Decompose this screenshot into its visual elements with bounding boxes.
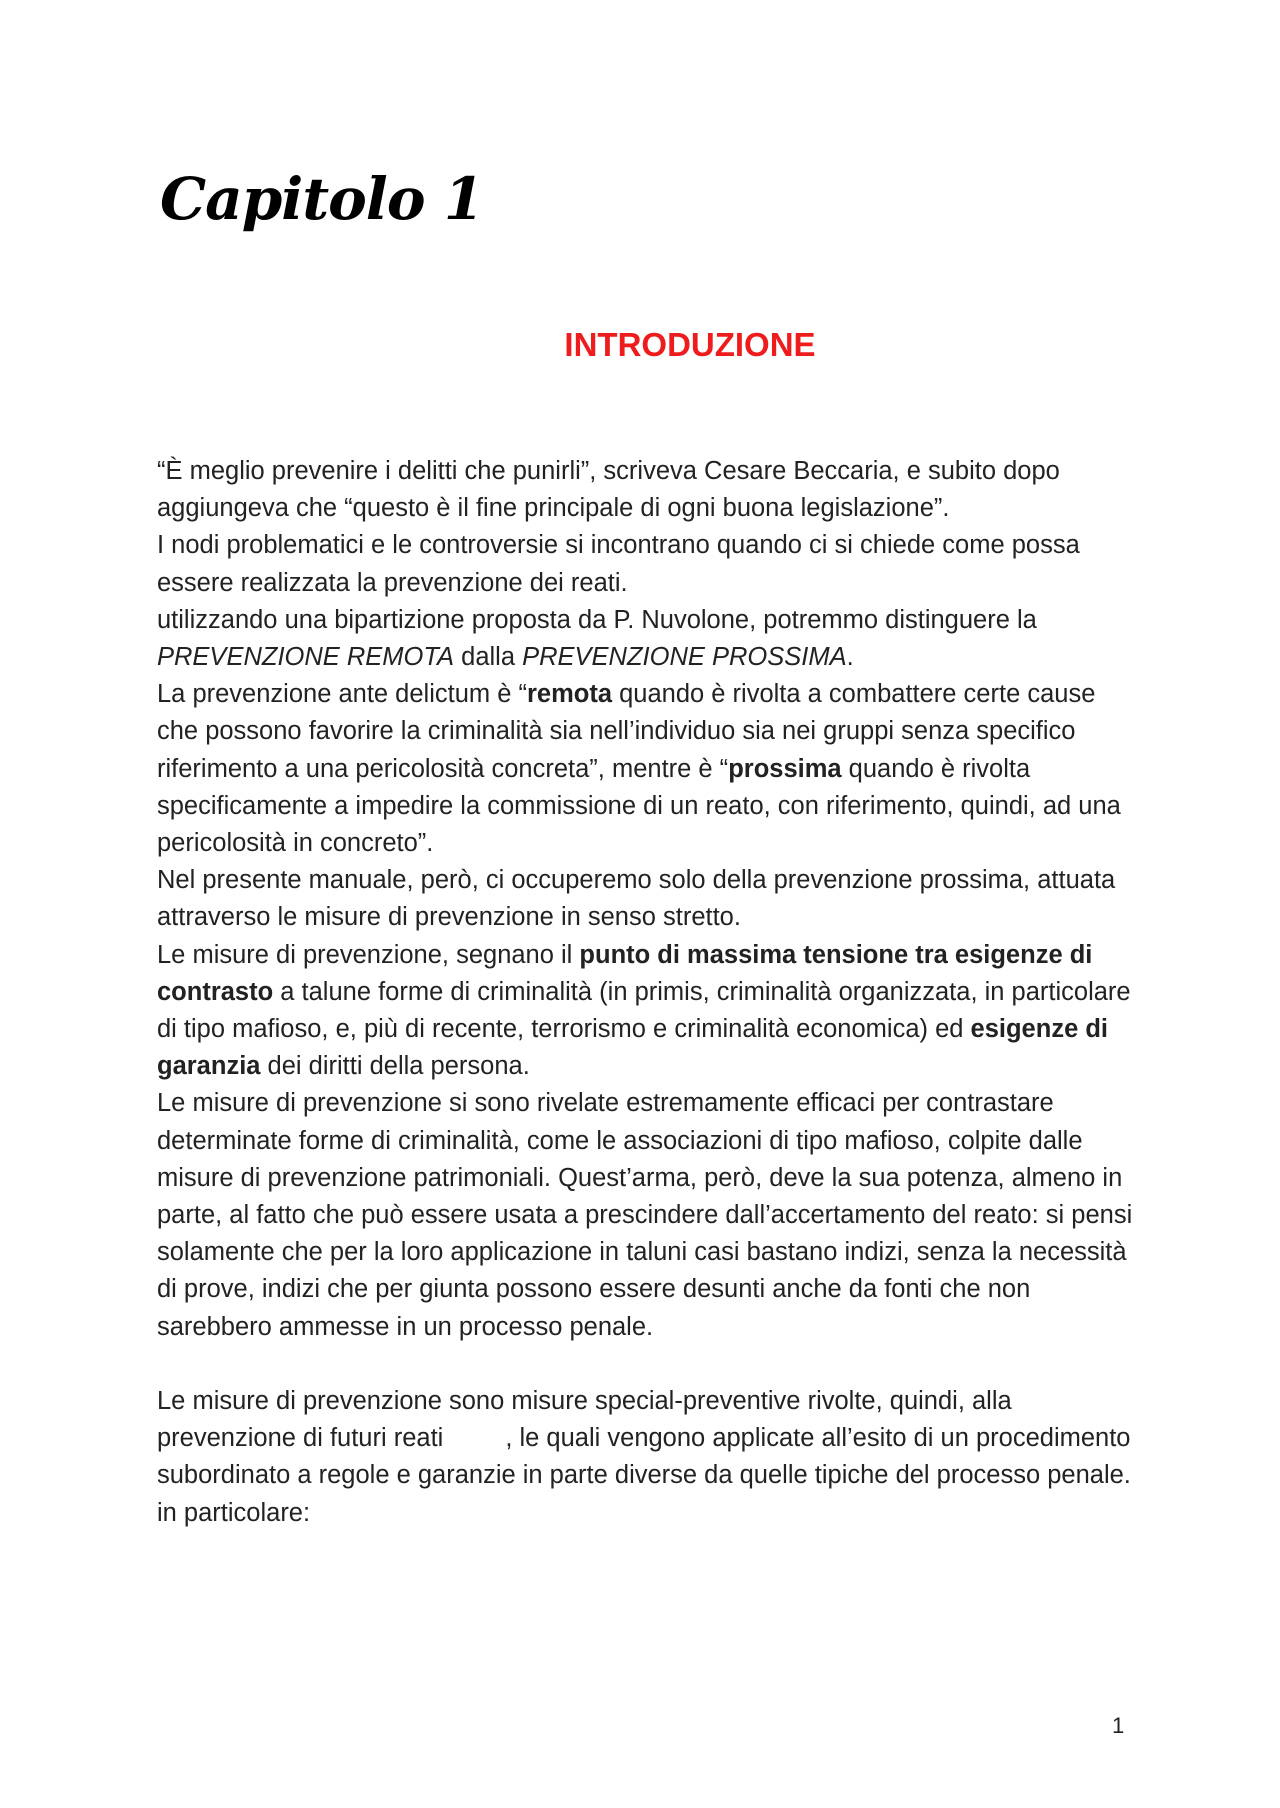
italic-term: PREVENZIONE REMOTA (157, 643, 455, 672)
text-run: quando è rivolta specificamente a impedire la commissione di un reato, con riferimento, quindi, ad una pericolosità in concreto”. (157, 754, 1121, 858)
bold-term: punto di massima tensione tra esigenze di contrasto (157, 940, 1093, 1006)
text-run: Le misure di prevenzione sono misure special-preventive rivolte, quindi, alla prevenzione di futuri reati (157, 1387, 1012, 1453)
text-run: a talune forme di criminalità (in primis, criminalità organizzata, in particolare di tipo mafioso, e, più di recente, terrorismo e criminalità economica) ed (157, 977, 1131, 1044)
paragraph: in particolare: (157, 1498, 311, 1527)
paragraph-gap (157, 1346, 1137, 1383)
paragraph (157, 937, 1137, 1086)
text-run: utilizzando una bipartizione proposta da P. Nuvolone, potremmo distinguere la (157, 605, 1037, 634)
text-run: dei diritti della persona. (260, 1052, 530, 1081)
italic-term: PREVENZIONE PROSSIMA (522, 643, 847, 672)
text-run: Le misure di prevenzione, segnano il (157, 940, 580, 969)
bold-term: prossima (728, 754, 842, 783)
paragraph: Le misure di prevenzione si sono rivelate estremamente efficaci per contrastare determinate forme di criminalità, come le associazioni di tipo mafioso, colpite dalle misure di prevenzione patrimoniali. Quest’arma, però, deve la sua potenza, almeno in parte, al fatto che può essere usata a prescindere dall’accertamento del reato: si pensi solamente che per la loro applicazione in taluni casi bastano indizi, senza la necessità di prove, indizi che per giunta possono essere desunti anche da fonti che non sarebbero ammesse in un processo penale. (157, 1089, 1133, 1341)
paragraph (157, 676, 1137, 862)
chapter-title: Capitolo 1 (160, 165, 484, 233)
text-run: , le quali vengono applicate all’esito di un procedimento subordinato a regole e garanzie in parte diverse da quelle tipiche del processo penale. (157, 1424, 1131, 1490)
paragraph (157, 1383, 1137, 1495)
paragraph (157, 602, 1137, 676)
paragraph: I nodi problematici e le controversie si incontrano quando ci si chiede come possa essere realizzata la prevenzione dei reati. (157, 531, 1080, 597)
document-body (157, 453, 1137, 1532)
paragraph: “È meglio prevenire i delitti che punirli”, scriveva Cesare Beccaria, e subito dopo aggiungeva che “questo è il fine principale di ogni buona legislazione”. (157, 457, 1060, 523)
text-run: La prevenzione ante delictum è “ (157, 680, 527, 709)
page-number: 1 (1112, 1713, 1125, 1738)
text-run: quando è rivolta a combattere certe cause che possono favorire la criminalità sia nell’individuo sia nei gruppi senza specifico riferimento a una pericolosità concreta”, mentre è “ (157, 680, 1096, 783)
bold-term: esigenze di garanzia (157, 1015, 1108, 1081)
bold-term: remota (526, 680, 613, 709)
text-run: . (846, 643, 854, 672)
text-run: dalla (454, 643, 523, 672)
paragraph: Nel presente manuale, però, ci occuperemo solo della prevenzione prossima, attuata attraverso le misure di prevenzione in senso stretto. (157, 866, 1116, 932)
section-heading: INTRODUZIONE (564, 326, 816, 363)
